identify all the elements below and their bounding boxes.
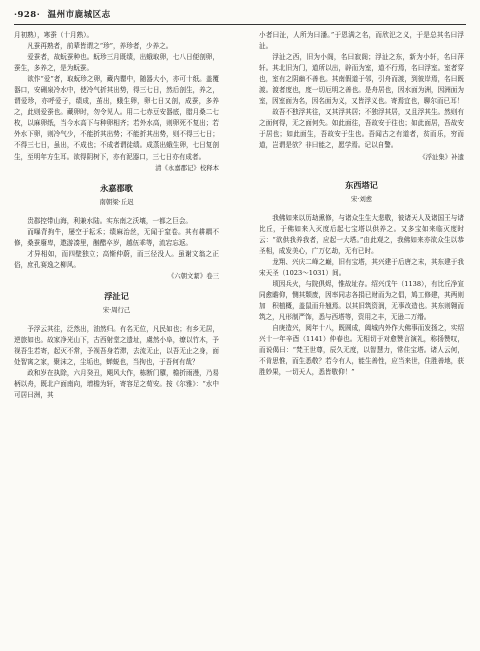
source-citation: 清《永嘉郡记》校释本	[155, 163, 219, 172]
body-paragraph: 政和岁在执除，六月癸丑，飓风大作，栋断门隳，檐折雨漫，乃易柄以舟，既北户面南向，增檐为轩，寄容足之荀安。按《尔雅》：“水中可居曰洲，其	[14, 369, 219, 400]
body-paragraph: 欲作“爱”者，取蚖珍之卵，藏内罌中，随器大小，亦可十纸。盖覆器口，安硎泉冷水中，使冷气折其出势，得三七日，然后剖生，养之，谓爱珍，亦呼爱子，绩成，茧出，蛾生卵，卵七日又剖，成蚕，多养之，此则爱蚕也。藏卵时，勿令见人。用二七赤豆安器底，腊月桑二七枚，以麻卵纸，当今水高下与种卵相齐；若外水高，则卵死不复出；若外水下卵，则冷气少，不能折其出势；不能折其出势，则不得三七日；不得三七日，虽出，不成也；不成者谓徒绩。成蒸出蛾生卵，七日复剖生，至明年方生耳。欲得阴树下，亦有泥器口，三七日亦有成者。	[14, 75, 219, 161]
article-title: 永嘉郡歌	[100, 182, 133, 193]
body-paragraph: 才异相如，而四壁独立；高惭仲蔚，而三径没人。虽谢文翁之正俗，庶孔赛逸之柳风。	[14, 249, 219, 269]
source-citation: 《浮沚集》补遗	[419, 152, 464, 161]
article-title: 浮沚记	[104, 290, 129, 301]
page-number: ·928·	[14, 10, 41, 20]
section-gap	[259, 163, 464, 171]
article-author: 宋·周行己	[102, 306, 131, 315]
source-citation: 《六朝文絜》卷三	[167, 271, 219, 280]
body-paragraph: 故吾不独浮其往，又其浮其居；不独浮其居，又且浮其生。然则有之面何得，无之面何失。如此面往，吾故安于往也；如此面居，吾故安于居也；如此面生，吾故安于生也。吾闻古之有道者，贫而乐，穷而道，岂谓是欤？非曰能之，愿学焉。记以自警。	[259, 108, 464, 150]
body-paragraph: 龙翔、兴庆二峰之巅，旧有宝塔，其兴建于后唐之末，其东建于我宋天圣（1023～1031）间。	[259, 257, 464, 277]
body-paragraph: 凡蚕再熟者，前辈皆谓之“珍”，养珍者，少养之。	[27, 42, 173, 51]
book-title: 温州市鹿城区志	[47, 10, 111, 20]
body-paragraph: 月初熟），寒蚕（十月熟）。	[14, 31, 94, 39]
body-paragraph: 顷因兵火，与院俱烬，惟故址存。绍兴戊午（1138），有比丘净宣同愈瞻仰，恻其颓废，因率同志各捐已财而为之倡，鸠工修建，其两则加 积植概，盖鼠而升翘焉。以其旧筑资润，无事改造也。其东则翱而筑之，凡形制严饰，悉与西塔等，资用之丰，无逊二万缗。	[259, 279, 464, 322]
page-header	[14, 8, 466, 25]
right-column	[259, 30, 464, 642]
article-title: 东西塔记	[345, 179, 378, 190]
body-paragraph: 予浮云其往，泛然出，油然归。有名无位，凡民如也；有乡无居，逆旅如也。故家净光山下，古西射堂之遗址，虞然小阜，缭以竹木，予视吾生若寄，起灭不常，予视吾身若滞，去流无止，以吾无止之身，面处智寓之家，聚沫之，尘垢也，蝉蜕也，当拘也，于吾何有哉？	[14, 325, 219, 367]
body-paragraph: 而曝背拘牛，屡空于耘禾；绩麻治丝，无闻于窒卷。其有耕耦不修，桑蚕廢卑，遨游凑里，酗醋卒岁，越伍乖等，流宕忘返。	[14, 227, 219, 247]
left-column	[14, 30, 219, 642]
body-paragraph: 浮沚之西，旧为小阁，名曰寂阁；浮沚之东，新为小轩，名曰萍轩。其北旧为门，道所以出，辟而为室，道不行焉，名曰浮室。室者穿也，室有之阴幽不善也。其南假道于邻，引舟而渡，到彼岸焉，名曰既渡。渡者度也，度一切厄明之善也。是舟居也，因水面为洲，因洲面为室，因室面为名，因名面为义，又皆浮义也。寄焉宜也，聊尔而已耳！	[259, 53, 464, 106]
body-paragraph: 自庚造兴，阅年十八，既圆成，阖城内外作大佛事而发扬之，实绍兴十一年辛酉（1141）仲春也。无相切于对愈赞言演礼，称扬赞叹，而说偈曰：“梵王世尊，辰久无度，以智慧力，常住宝塔。诸人云何，不肯思惟，而生悉敬？若今有人，能生善性，应当来世，住胜善地，获胜妙果，一切天人，悉皆敬仰！”	[259, 324, 464, 377]
article-author: 宋·刘愈	[350, 194, 373, 203]
body-paragraph: 爱蚕者，故蚖蚕种也。蚖珍三月既绩，出蛾取卵，七八日便剖卵，蚕生，多养之，是为蚖蚕。	[14, 53, 219, 73]
body-paragraph: 小者曰沚，人所为曰潘。”于恩满之名，而欣汜之义，于是总其名曰浮沚。	[259, 31, 464, 51]
body-paragraph: 我佛如来以历劫熏修，与诸众生生大悲敬，彼诸天人及诸国王与诸比丘，于佛如来入灭度后起七宝塔以供养之。又多宝如来临灭度时云：“欲供我养我者，应起一大塔。”由此观之，我佛如来亦欲众生以恭圣相，成发美心，广万亿劫，无有已时。	[259, 213, 464, 255]
body-paragraph: 贵郡控带山海，利兼水陆。实东南之沃壤，一都之巨会。	[27, 216, 193, 225]
article-author: 南朝梁·丘迟	[99, 197, 134, 206]
